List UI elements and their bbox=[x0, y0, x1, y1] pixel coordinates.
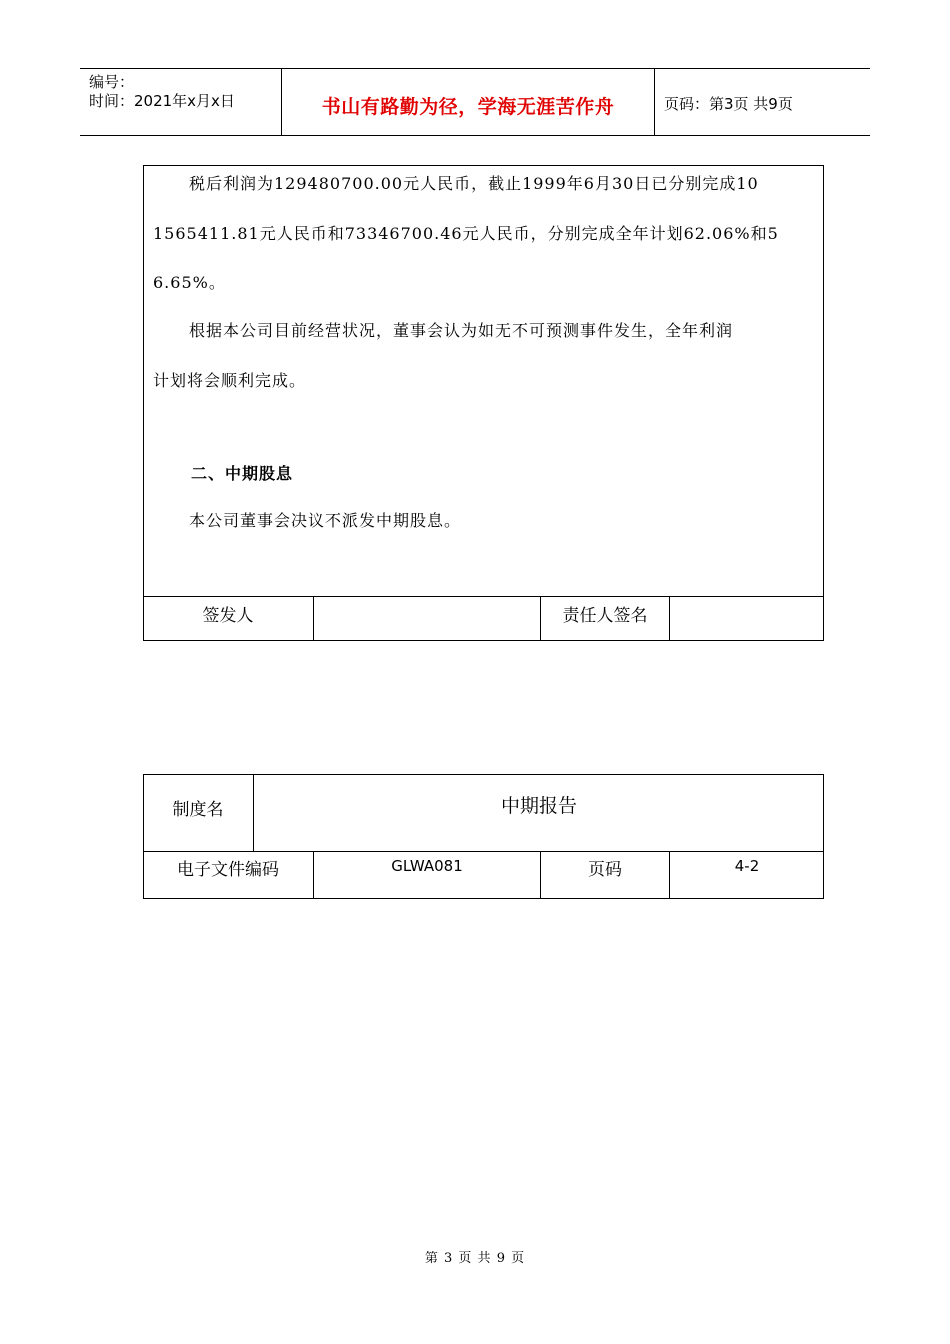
header-top-rule bbox=[80, 68, 870, 69]
header-page-info: 页码：第3页 共9页 bbox=[664, 95, 793, 113]
paragraph-profit-line-1: 税后利润为129480700.00元人民币，截止1999年6月30日已分别完成10 bbox=[189, 174, 759, 193]
paragraph-profit-line-3: 6.65%。 bbox=[153, 273, 226, 292]
paragraph-profit-line-2: 1565411.81元人民币和73346700.46元人民币，分别完成全年计划62.06%和5 bbox=[153, 224, 779, 243]
page-label: 页码 bbox=[588, 860, 622, 880]
system-name-value: 中期报告 bbox=[500, 795, 577, 817]
section-heading-dividend: 二、中期股息 bbox=[191, 464, 294, 483]
file-code-value: GLWA081 bbox=[391, 857, 463, 875]
header-bottom-rule bbox=[80, 135, 870, 136]
header-number-label: 编号： bbox=[89, 73, 135, 91]
page-value: 4-2 bbox=[734, 857, 760, 875]
header-motto: 书山有路勤为径，学海无涯苦作舟 bbox=[321, 96, 615, 118]
page-footer: 第 3 页 共 9 页 bbox=[424, 1251, 526, 1266]
info-table-row-divider bbox=[143, 851, 824, 852]
system-name-label: 制度名 bbox=[172, 800, 224, 820]
signature-divider-1 bbox=[313, 596, 314, 641]
issuer-label: 签发人 bbox=[202, 606, 254, 626]
file-code-label: 电子文件编码 bbox=[177, 860, 279, 880]
responsible-label: 责任人签名 bbox=[562, 606, 648, 626]
paragraph-outlook-line-2: 计划将会顺利完成。 bbox=[153, 371, 307, 390]
header-date: 时间：2021年x月x日 bbox=[89, 92, 235, 110]
paragraph-outlook-line-1: 根据本公司目前经营状况，董事会认为如无不可预测事件发生，全年利润 bbox=[189, 321, 734, 340]
section-dividend-text: 本公司董事会决议不派发中期股息。 bbox=[189, 511, 462, 530]
signature-divider-3 bbox=[669, 596, 670, 641]
header-divider-2 bbox=[654, 69, 655, 136]
